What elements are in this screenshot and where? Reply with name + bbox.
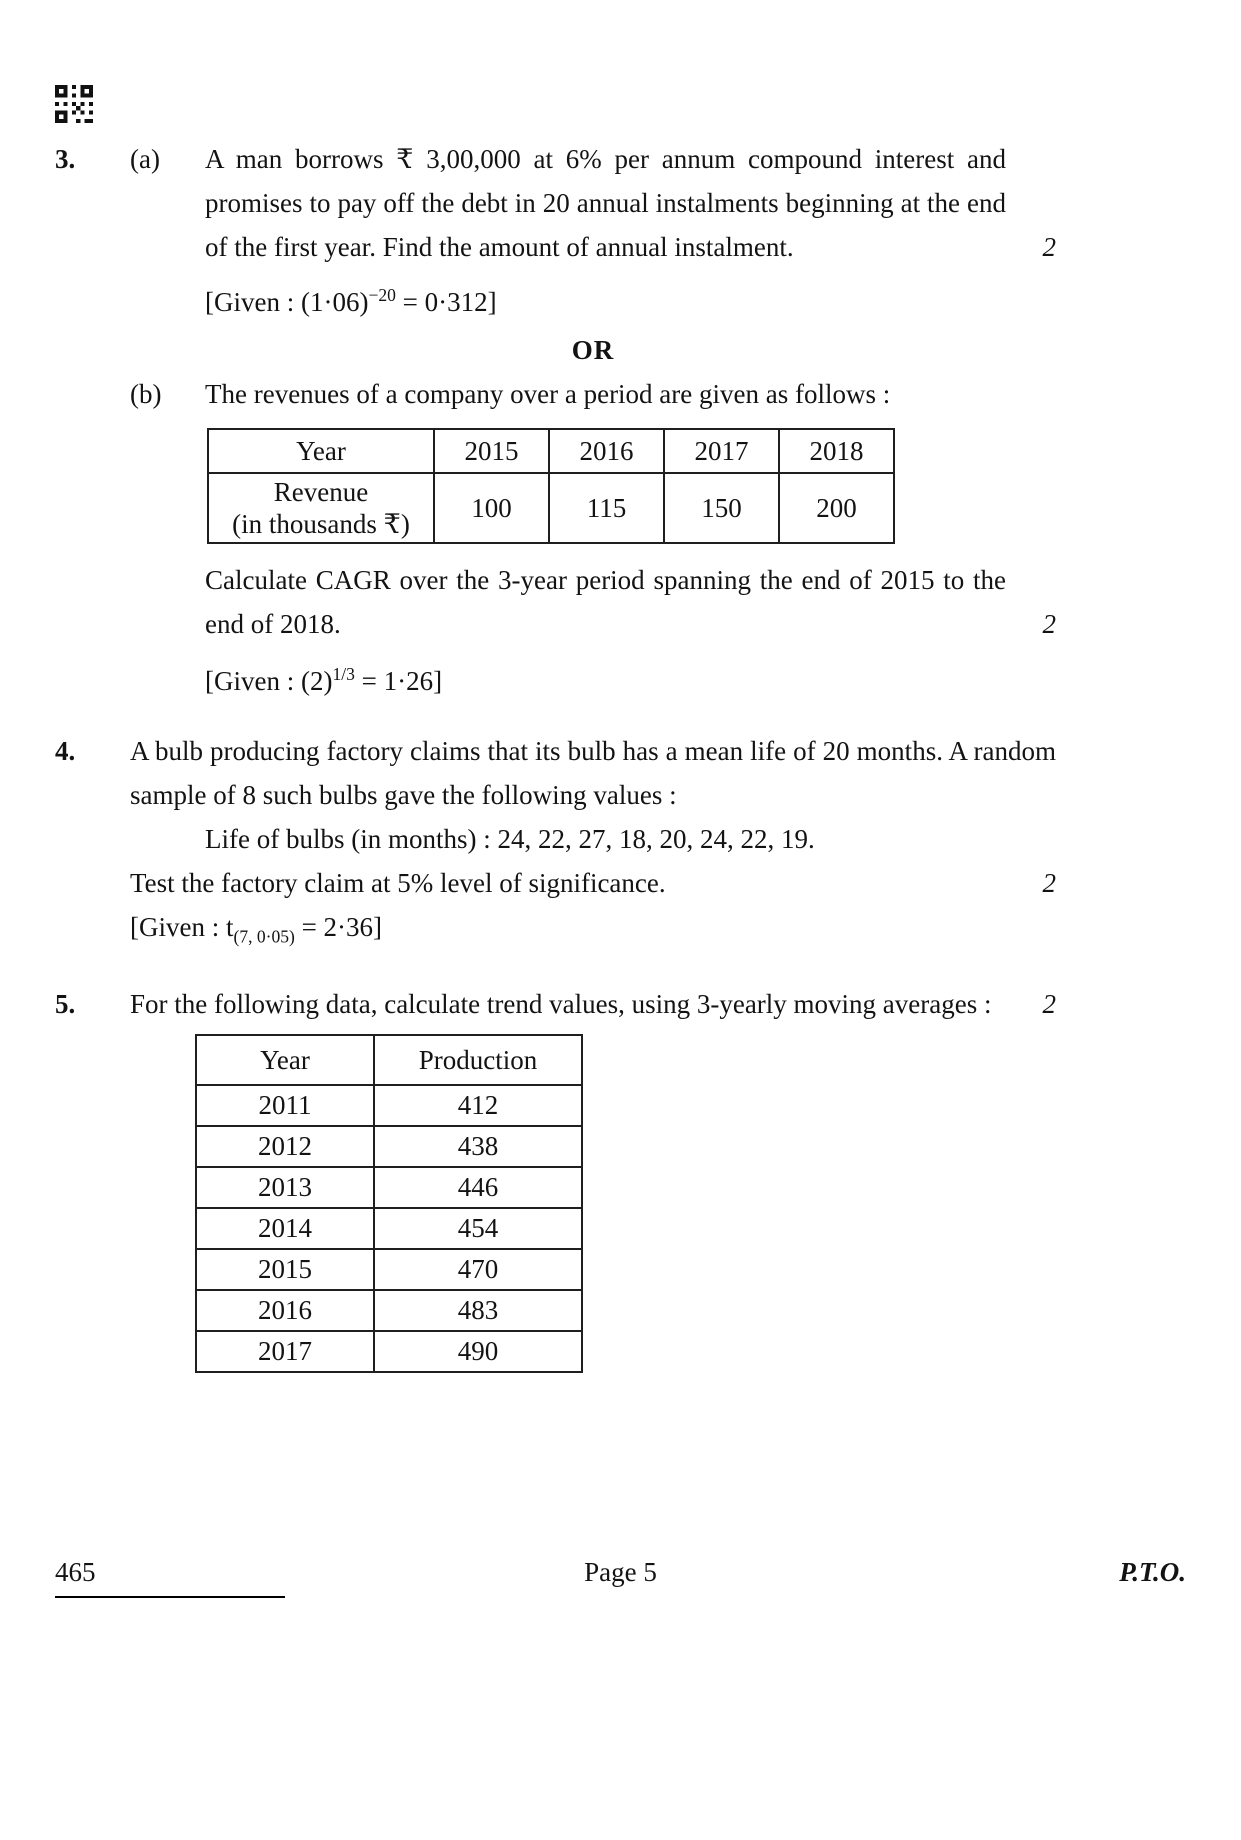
table-header-cell: Year — [196, 1035, 374, 1085]
question-3 — [55, 137, 1056, 703]
table-cell: 100 — [434, 473, 549, 543]
table-cell: 2014 — [196, 1208, 374, 1249]
production-table — [195, 1034, 583, 1373]
table-cell: 2011 — [196, 1085, 374, 1126]
table-header-cell: Year — [208, 429, 434, 473]
question-3b-given — [205, 652, 1056, 703]
table-cell: 438 — [374, 1126, 582, 1167]
question-5-text: For the following data, calculate trend values, using 3-yearly moving averages : — [130, 989, 992, 1020]
table-row — [196, 1126, 582, 1167]
given-prefix: [Given : t — [130, 912, 234, 942]
table-cell: 483 — [374, 1290, 582, 1331]
table-row — [196, 1085, 582, 1126]
question-3a-marks: 2 — [1042, 232, 1056, 262]
table-row — [196, 1167, 582, 1208]
question-5-number: 5. — [55, 989, 76, 1020]
question-3a-label: (a) — [130, 144, 160, 174]
question-5-marks: 2 — [1042, 989, 1056, 1020]
or-separator: OR — [571, 335, 615, 365]
revenue-table-data-row — [208, 473, 894, 543]
table-cell: 115 — [549, 473, 664, 543]
table-header-cell: 2018 — [779, 429, 894, 473]
revenue-table-header-row — [208, 429, 894, 473]
given-prefix: [Given : (1·06) — [205, 287, 369, 317]
table-cell: 490 — [374, 1331, 582, 1372]
table-row — [196, 1208, 582, 1249]
table-header-cell: Production — [374, 1035, 582, 1085]
table-header-cell: 2016 — [549, 429, 664, 473]
table-row-label — [208, 473, 434, 543]
table-cell: 2017 — [196, 1331, 374, 1372]
question-3a — [130, 137, 1056, 324]
page-number: Page 5 — [584, 1557, 657, 1587]
exam-page — [0, 85, 1241, 1840]
table-header-cell: 2015 — [434, 429, 549, 473]
given-suffix: = 2·36] — [294, 912, 383, 942]
table-cell: 2013 — [196, 1167, 374, 1208]
question-4-data-line: Life of bulbs (in months) : 24, 22, 27, 18, 20, 24, 22, 19. — [205, 824, 815, 854]
row-label-line1: Revenue — [273, 477, 369, 507]
given-suffix: = 0·312] — [395, 287, 497, 317]
question-4-given — [130, 905, 1056, 958]
question-3-number: 3. — [55, 144, 76, 174]
table-cell: 2012 — [196, 1126, 374, 1167]
table-cell: 2015 — [196, 1249, 374, 1290]
table-row — [196, 1249, 582, 1290]
table-cell: 412 — [374, 1085, 582, 1126]
question-3b-marks: 2 — [1042, 609, 1056, 639]
table-cell: 470 — [374, 1249, 582, 1290]
table-header-cell: 2017 — [664, 429, 779, 473]
table-cell: 2016 — [196, 1290, 374, 1331]
table-cell: 454 — [374, 1208, 582, 1249]
page-footer — [55, 1557, 1186, 1598]
question-3a-given — [205, 273, 1056, 324]
question-3b — [130, 372, 1056, 703]
given-suffix: = 1·26] — [354, 666, 443, 696]
question-4 — [55, 729, 1056, 958]
table-cell: 150 — [664, 473, 779, 543]
paper-code: 465 — [55, 1557, 285, 1598]
table-cell: 446 — [374, 1167, 582, 1208]
given-exponent: 1/3 — [332, 664, 355, 684]
given-exponent: −20 — [368, 285, 396, 305]
given-subscript: (7, 0·05) — [233, 926, 295, 947]
table-row — [196, 1331, 582, 1372]
question-3b-intro: The revenues of a company over a period are given as follows : — [205, 379, 891, 409]
qr-code-icon — [55, 85, 93, 123]
question-4-marks: 2 — [1042, 868, 1056, 898]
revenue-table — [207, 428, 895, 544]
production-table-header-row — [196, 1035, 582, 1085]
question-5 — [55, 982, 1056, 1373]
question-4-test-line: Test the factory claim at 5% level of significance. — [130, 868, 666, 898]
question-4-text: A bulb producing factory claims that its bulb has a mean life of 20 months. A random sample of 8 such bulbs gave the following values : — [130, 736, 1056, 810]
given-prefix: [Given : (2) — [205, 666, 333, 696]
table-cell: 200 — [779, 473, 894, 543]
question-4-number: 4. — [55, 736, 76, 766]
question-3b-label: (b) — [130, 379, 162, 409]
qr-code-graphic — [55, 85, 93, 123]
table-row — [196, 1290, 582, 1331]
pto-label: P.T.O. — [1119, 1557, 1186, 1587]
question-3b-text: Calculate CAGR over the 3-year period spanning the end of 2015 to the end of 2018. — [205, 565, 1006, 639]
row-label-line2: (in thousands ₹) — [232, 509, 410, 539]
question-3a-text: A man borrows ₹ 3,00,000 at 6% per annum compound interest and promises to pay off the debt in 20 annual instalments beginning at the end of the first year. Find the amount of annual instalment. — [205, 144, 1006, 262]
